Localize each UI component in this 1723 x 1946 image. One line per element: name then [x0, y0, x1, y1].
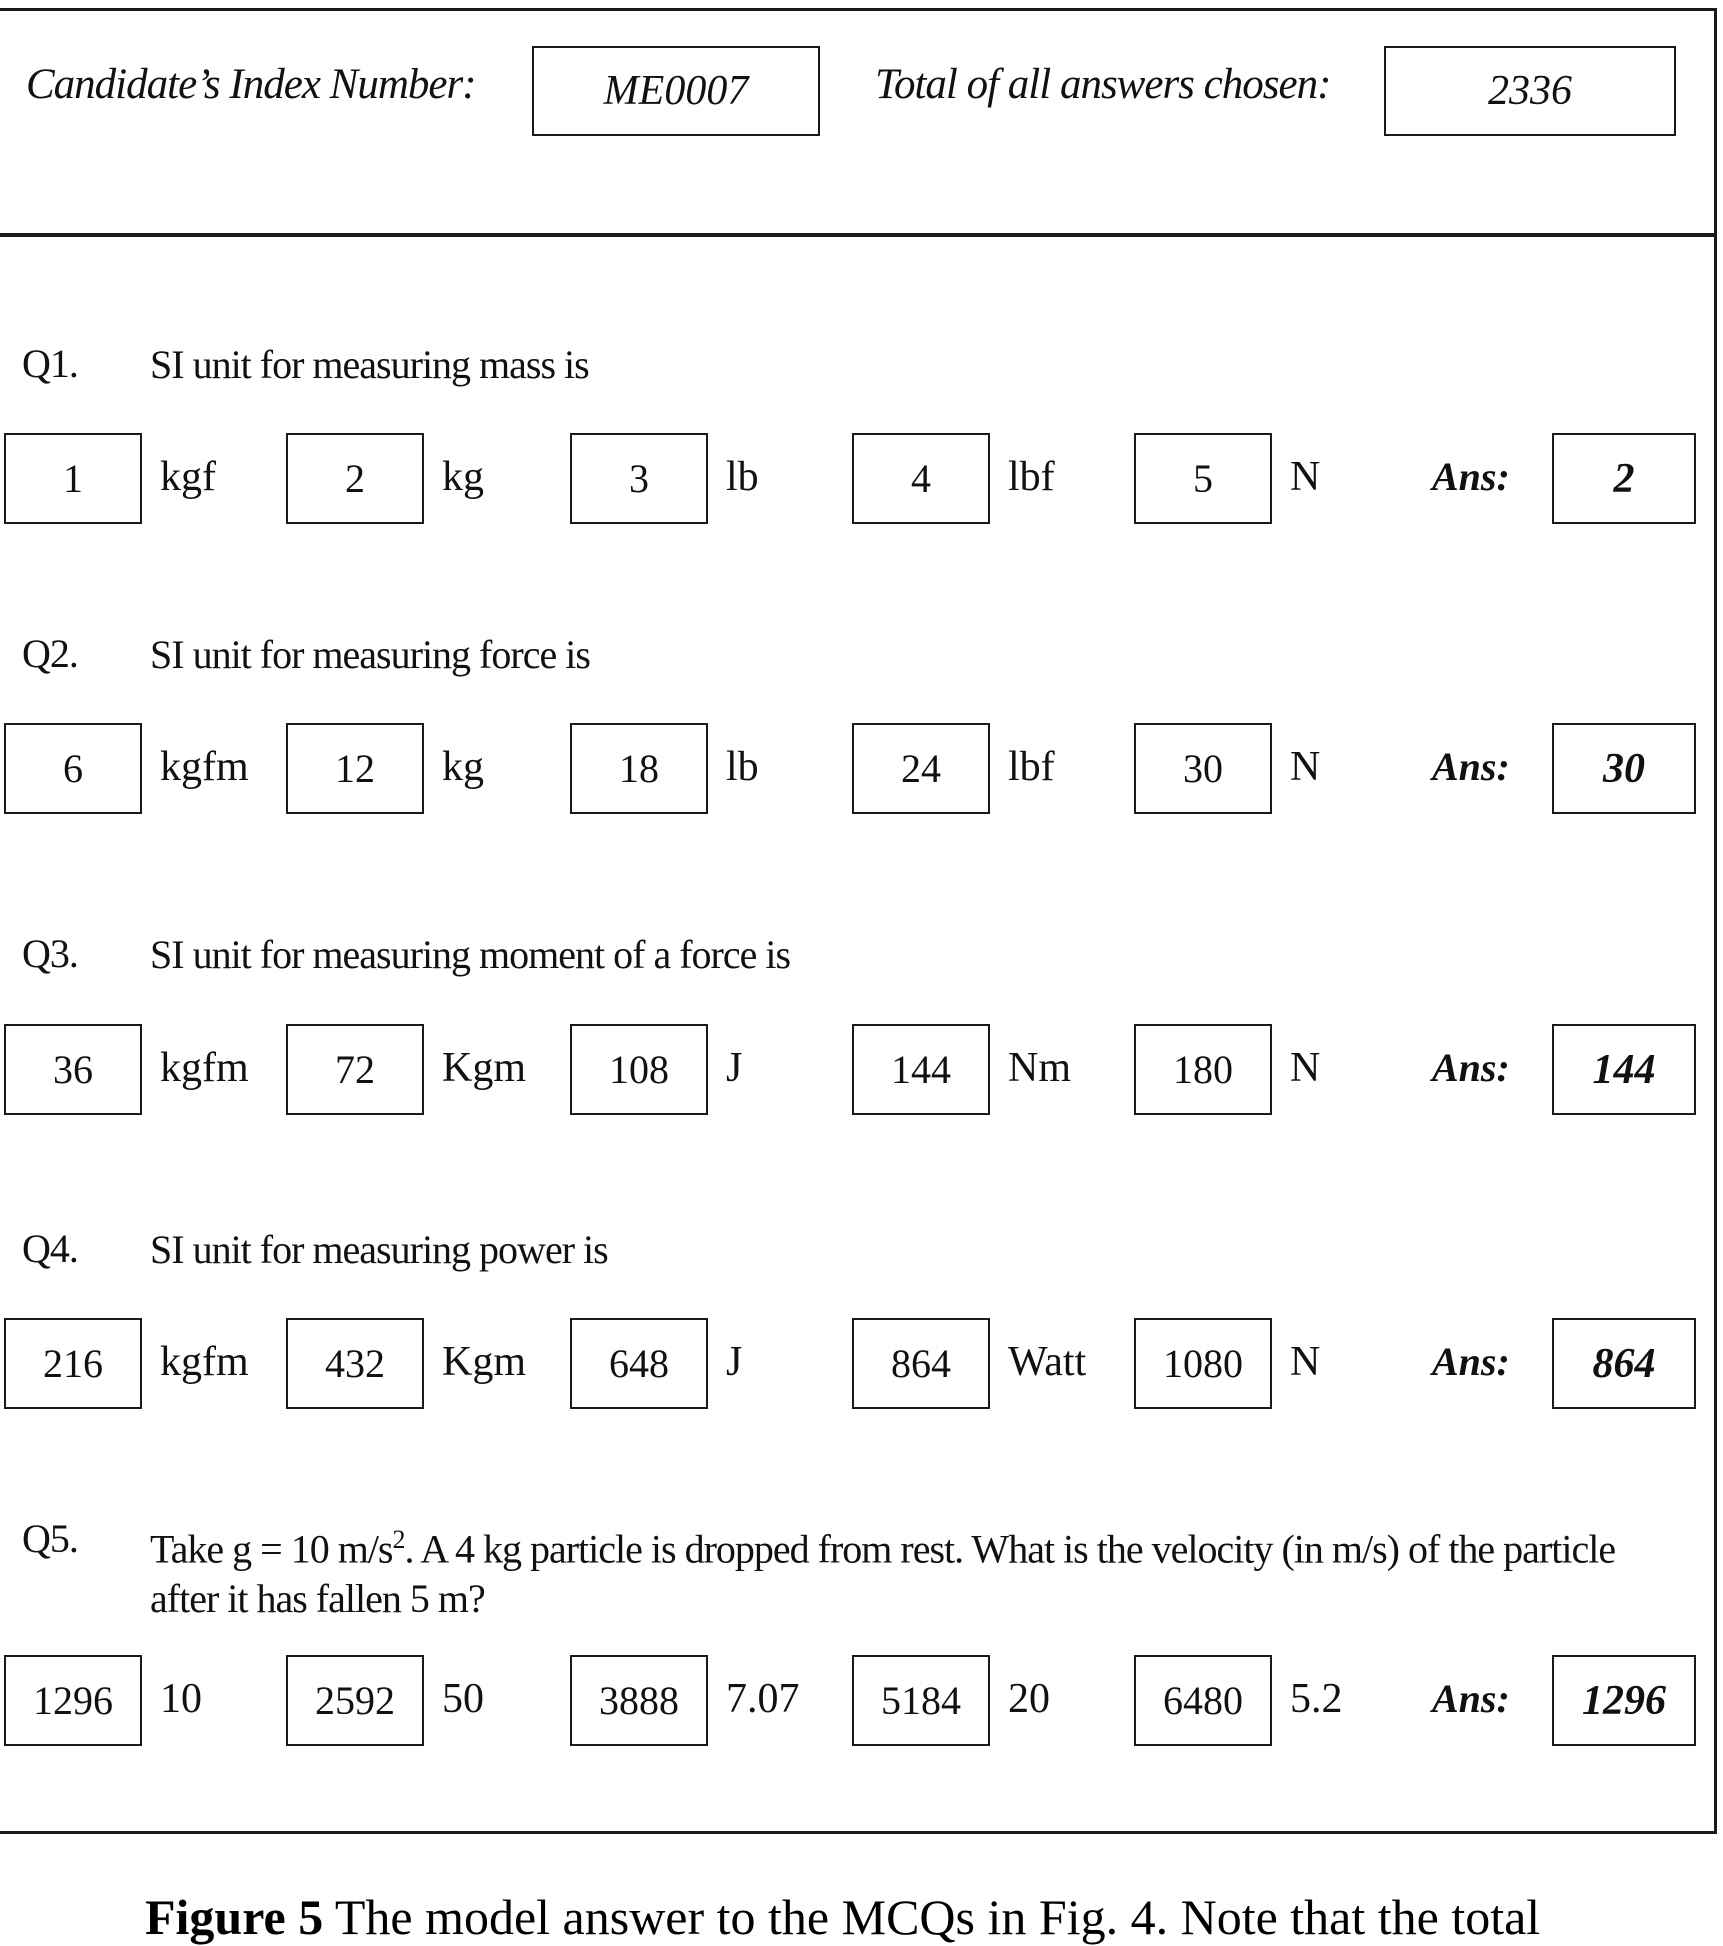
option-code-box: 5184	[852, 1655, 990, 1746]
option-label: 20	[1008, 1676, 1050, 1722]
option-label: 7.07	[726, 1676, 800, 1722]
option-label: 5.2	[1290, 1676, 1343, 1722]
figure-caption	[145, 1888, 1540, 1946]
question-text: SI unit for measuring moment of a force is	[150, 932, 791, 977]
option-label: lb	[726, 744, 759, 790]
option-label: Kgm	[442, 1339, 526, 1385]
question-text: SI unit for measuring force is	[150, 632, 590, 677]
option-code-box: 216	[4, 1318, 142, 1409]
answer-box: 30	[1552, 723, 1696, 814]
answer-label: Ans:	[1432, 1676, 1510, 1721]
answer-label: Ans:	[1432, 454, 1510, 499]
option-code-box: 4	[852, 433, 990, 524]
option-code-box: 30	[1134, 723, 1272, 814]
answer-box: 2	[1552, 433, 1696, 524]
option-label: kgf	[160, 454, 216, 500]
option-label: kg	[442, 454, 484, 500]
option-label: 10	[160, 1676, 202, 1722]
question-text: SI unit for measuring power is	[150, 1227, 608, 1272]
option-code-box: 2592	[286, 1655, 424, 1746]
option-label: 50	[442, 1676, 484, 1722]
answer-box: 1296	[1552, 1655, 1696, 1746]
option-label: J	[726, 1339, 743, 1385]
answer-label: Ans:	[1432, 1339, 1510, 1384]
index-number-label: Candidate’s Index Number:	[26, 61, 476, 108]
option-label: kgfm	[160, 1045, 249, 1091]
option-label: N	[1290, 1339, 1321, 1385]
option-label: N	[1290, 744, 1321, 790]
option-code-box: 180	[1134, 1024, 1272, 1115]
option-code-box: 6480	[1134, 1655, 1272, 1746]
option-code-box: 144	[852, 1024, 990, 1115]
answer-label: Ans:	[1432, 1045, 1510, 1090]
question-number: Q5.	[22, 1516, 78, 1561]
option-label: N	[1290, 454, 1321, 500]
option-code-box: 36	[4, 1024, 142, 1115]
option-code-box: 6	[4, 723, 142, 814]
answer-label: Ans:	[1432, 744, 1510, 789]
question-text: SI unit for measuring mass is	[150, 342, 589, 387]
option-code-box: 432	[286, 1318, 424, 1409]
option-code-box: 5	[1134, 433, 1272, 524]
figure-caption-label: Figure 5	[145, 1889, 324, 1945]
question-text	[150, 1515, 1670, 1624]
header-divider	[0, 233, 1717, 237]
question-number: Q4.	[22, 1226, 78, 1271]
answer-box: 144	[1552, 1024, 1696, 1115]
option-code-box: 864	[852, 1318, 990, 1409]
option-label: kgfm	[160, 744, 249, 790]
total-answers-label: Total of all answers chosen:	[875, 61, 1331, 108]
answer-box: 864	[1552, 1318, 1696, 1409]
option-label: lbf	[1008, 744, 1055, 790]
option-code-box: 1296	[4, 1655, 142, 1746]
option-code-box: 1080	[1134, 1318, 1272, 1409]
question-number: Q1.	[22, 341, 78, 386]
option-label: Watt	[1008, 1339, 1087, 1385]
option-code-box: 648	[570, 1318, 708, 1409]
question-number: Q3.	[22, 931, 78, 976]
option-code-box: 18	[570, 723, 708, 814]
option-code-box: 3	[570, 433, 708, 524]
question-text-part: . A 4 kg particle is dropped from rest. What is the velocity (in m/s) of the particle after it has fallen 5 m?	[150, 1526, 1616, 1622]
option-label: kgfm	[160, 1339, 249, 1385]
question-text-superscript: 2	[392, 1525, 405, 1554]
option-code-box: 24	[852, 723, 990, 814]
option-code-box: 2	[286, 433, 424, 524]
option-code-box: 12	[286, 723, 424, 814]
option-label: J	[726, 1045, 743, 1091]
option-code-box: 1	[4, 433, 142, 524]
figure-caption-text: The model answer to the MCQs in Fig. 4. Note that the total	[323, 1889, 1541, 1945]
option-label: kg	[442, 744, 484, 790]
option-label: N	[1290, 1045, 1321, 1091]
option-label: Nm	[1008, 1045, 1071, 1091]
total-answers-field: 2336	[1384, 46, 1676, 136]
option-label: Kgm	[442, 1045, 526, 1091]
option-code-box: 108	[570, 1024, 708, 1115]
option-code-box: 72	[286, 1024, 424, 1115]
index-number-field: ME0007	[532, 46, 820, 136]
question-text-part: Take g = 10 m/s	[150, 1526, 393, 1572]
option-label: lbf	[1008, 454, 1055, 500]
question-number: Q2.	[22, 631, 78, 676]
option-code-box: 3888	[570, 1655, 708, 1746]
option-label: lb	[726, 454, 759, 500]
